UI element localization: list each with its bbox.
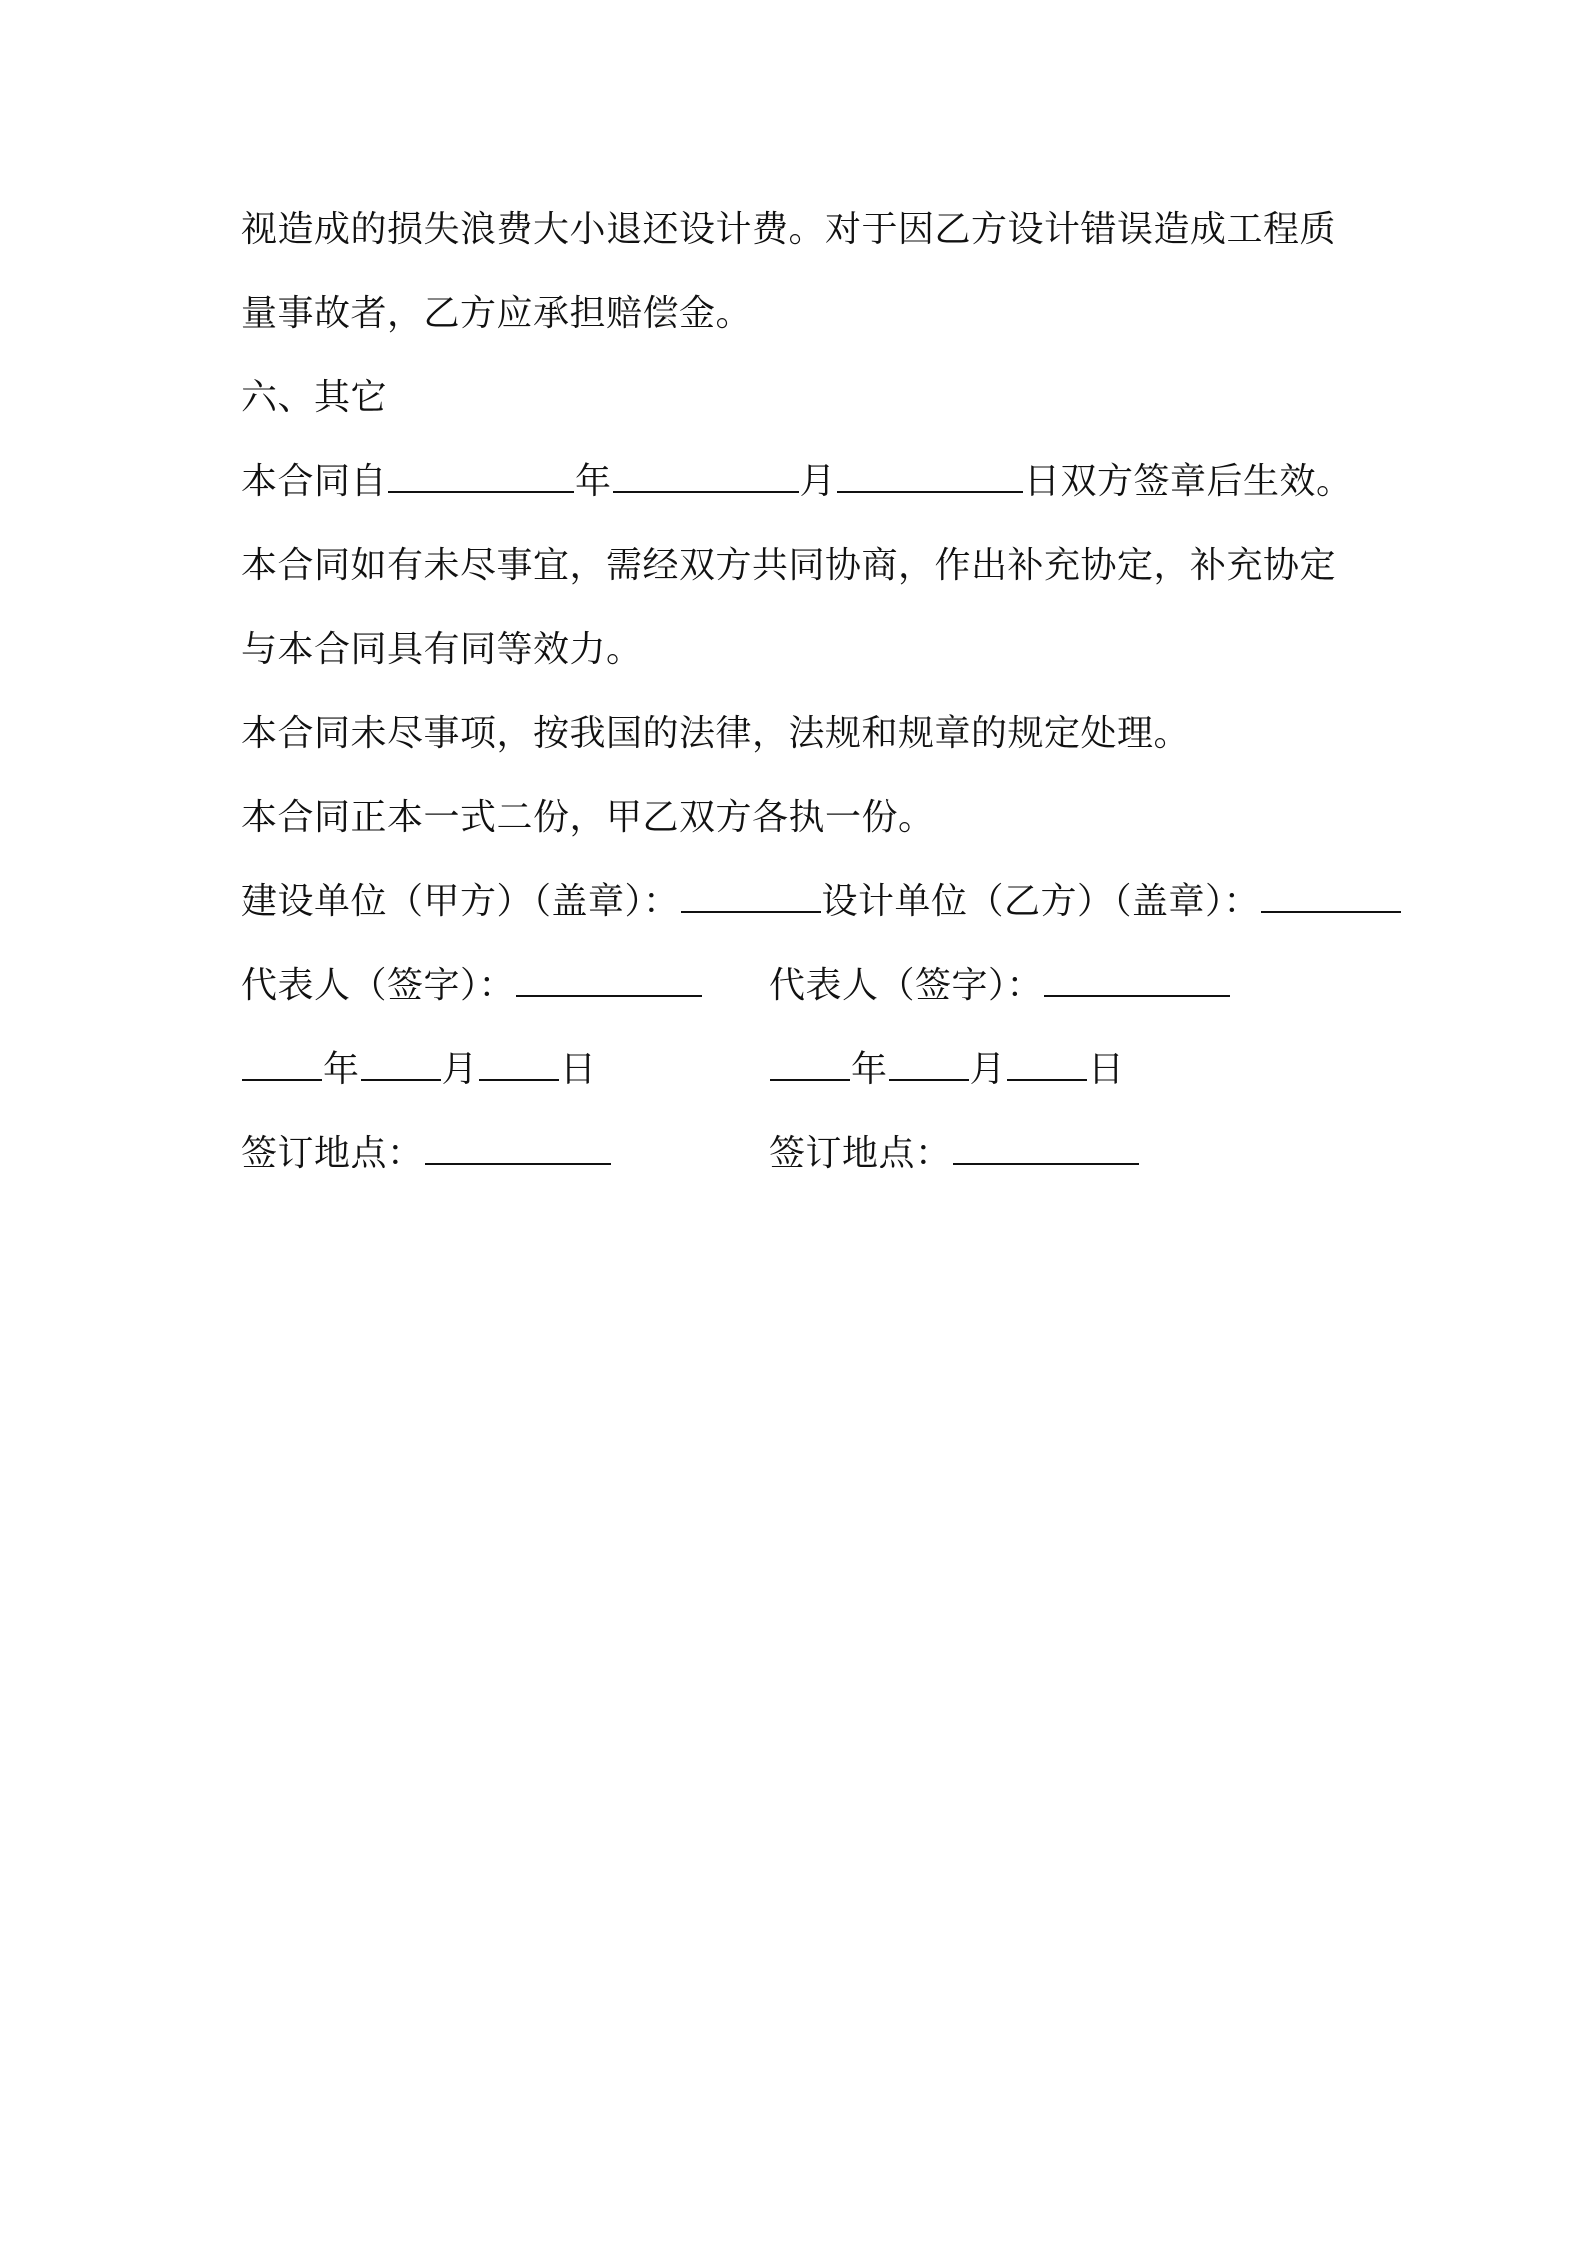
- place-b-blank[interactable]: [953, 1129, 1139, 1165]
- date-b-group: [769, 1028, 1329, 1112]
- place-b-group: [769, 1112, 1329, 1196]
- rep-a-group: [241, 944, 769, 1028]
- place-a-label: 签订地点：: [241, 1133, 424, 1174]
- date-a-day-blank[interactable]: [479, 1045, 559, 1081]
- date-b-month-blank[interactable]: [889, 1045, 969, 1081]
- place-b-label: 签订地点：: [769, 1133, 952, 1174]
- party-b-seal-blank[interactable]: [1261, 877, 1401, 913]
- paragraph-supplement-line-2: 与本合同具有同等效力。: [241, 629, 643, 670]
- place-a-group: [241, 1112, 769, 1196]
- section-title-other: 六、其它: [241, 377, 388, 418]
- paragraph-supplement-line-1: 本合同如有未尽事宜，需经双方共同协商，作出补充协定，补充协定: [241, 545, 1337, 586]
- party-b-seal-label: 设计单位（乙方）（盖章）：: [821, 881, 1261, 922]
- representative-line: [241, 944, 1361, 1028]
- effective-month-label: 月: [799, 461, 837, 502]
- date-a-group: [241, 1028, 769, 1112]
- date-b-day-label: 日: [1088, 1049, 1125, 1090]
- effective-year-label: 年: [575, 461, 612, 502]
- effective-month-blank[interactable]: [613, 457, 799, 493]
- date-a-month-label: 月: [441, 1049, 479, 1090]
- paragraph-law: 本合同未尽事项，按我国的法律，法规和规章的规定处理。: [241, 713, 1191, 754]
- rep-b-group: [769, 944, 1329, 1028]
- date-a-year-label: 年: [323, 1049, 360, 1090]
- contract-text-body: [241, 188, 1361, 1196]
- paragraph-refund-line-1: 视造成的损失浪费大小退还设计费。对于因乙方设计错误造成工程质: [241, 209, 1337, 250]
- paragraph-copies: 本合同正本一式二份，甲乙双方各执一份。: [241, 797, 935, 838]
- effective-day-blank[interactable]: [837, 457, 1023, 493]
- signing-date-line: [241, 1028, 1361, 1112]
- party-a-seal-label: 建设单位（甲方）（盖章）：: [241, 881, 680, 922]
- effective-suffix: 日双方签章后生效。: [1024, 461, 1353, 502]
- place-a-blank[interactable]: [425, 1129, 611, 1165]
- paragraph-refund-line-2: 量事故者，乙方应承担赔偿金。: [241, 293, 753, 334]
- signing-place-line: [241, 1112, 1361, 1196]
- seal-line: [241, 860, 1361, 944]
- date-b-day-blank[interactable]: [1007, 1045, 1087, 1081]
- effective-year-blank[interactable]: [388, 457, 574, 493]
- party-a-seal-blank[interactable]: [681, 877, 821, 913]
- date-b-year-blank[interactable]: [770, 1045, 850, 1081]
- date-a-day-label: 日: [560, 1049, 597, 1090]
- effective-date-line: [241, 440, 1361, 524]
- rep-b-blank[interactable]: [1044, 961, 1230, 997]
- date-b-month-label: 月: [969, 1049, 1007, 1090]
- rep-a-blank[interactable]: [516, 961, 702, 997]
- date-b-year-label: 年: [851, 1049, 888, 1090]
- rep-b-label: 代表人（签字）：: [769, 965, 1044, 1006]
- effective-prefix: 本合同自: [241, 461, 388, 502]
- date-a-month-blank[interactable]: [361, 1045, 441, 1081]
- date-a-year-blank[interactable]: [242, 1045, 322, 1081]
- rep-a-label: 代表人（签字）：: [241, 965, 516, 1006]
